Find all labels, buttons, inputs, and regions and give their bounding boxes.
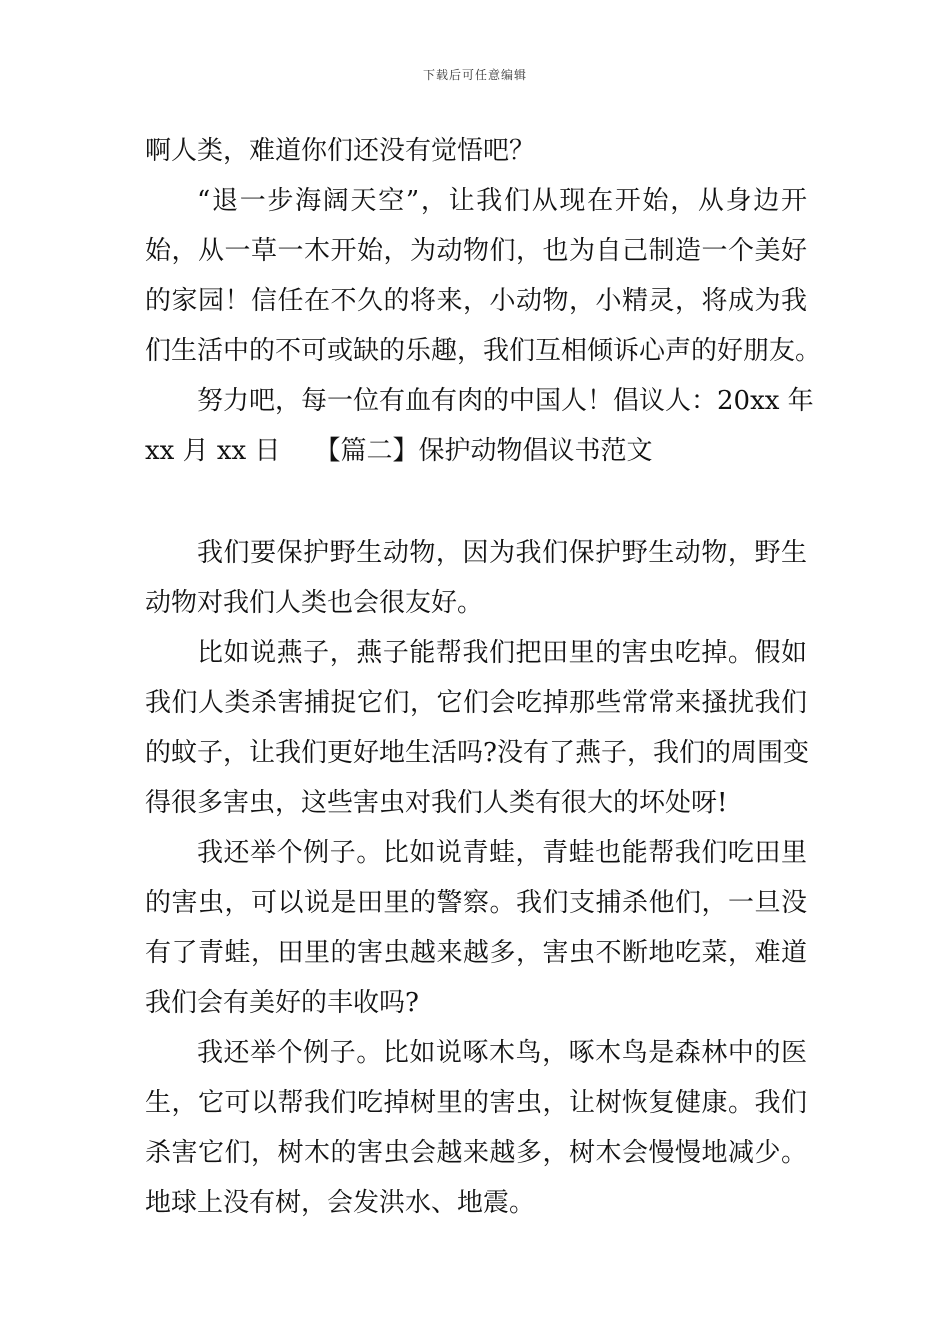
text-line: 们生活中的不可或缺的乐趣，我们互相倾诉心声的好朋友。: [145, 336, 822, 366]
blank-line: [145, 476, 807, 528]
document-body: [145, 126, 822, 1228]
text-line: 我们人类杀害捕捉它们，它们会吃掉那些常常来搔扰我们: [145, 688, 807, 718]
text-line: 我还举个例子。比如说啄木鸟，啄木鸟是森林中的医: [197, 1038, 807, 1068]
header-note: 下载后可任意编辑: [422, 68, 527, 82]
signature-date: xx 月 xx 日: [145, 436, 281, 466]
text-line: “退一步海阔天空”，让我们从现在开始，从身边开: [197, 186, 807, 216]
text-line: 的蚊子，让我们更好地生活吗?没有了燕子，我们的周围变: [145, 738, 809, 768]
text-line: 我们要保护野生动物，因为我们保护野生动物，野生: [197, 538, 807, 568]
text-line: 我们会有美好的丰收吗?: [145, 988, 419, 1018]
text-line: 比如说燕子，燕子能帮我们把田里的害虫吃掉。假如: [197, 638, 807, 668]
text-line: 我还举个例子。比如说青蛙，青蛙也能帮我们吃田里: [197, 838, 807, 868]
text-line: 有了青蛙，田里的害虫越来越多，害虫不断地吃菜，难道: [145, 938, 807, 968]
text-line: 动物对我们人类也会很友好。: [145, 588, 484, 618]
text-line: 啊人类，难道你们还没有觉悟吧？: [145, 136, 536, 166]
text-line: 生，它可以帮我们吃掉树里的害虫，让树恢复健康。我们: [145, 1088, 807, 1118]
text-line: 的害虫，可以说是田里的警察。我们支捕杀他们，一旦没: [145, 888, 807, 918]
text-line: 得很多害虫，这些害虫对我们人类有很大的坏处呀!: [145, 788, 728, 818]
section-title: 【篇二】保护动物倡议书范文: [314, 436, 653, 466]
text-line: 的家园！信任在不久的将来，小动物，小精灵，将成为我: [145, 286, 807, 316]
date-line: [145, 426, 807, 476]
text-line: 杀害它们，树木的害虫会越来越多，树木会慢慢地减少。: [145, 1138, 807, 1168]
text-line: 努力吧，每一位有血有肉的中国人！倡议人：20xx 年: [197, 386, 814, 416]
text-line: 地球上没有树，会发洪水、地震。: [145, 1188, 536, 1218]
text-line: 始，从一草一木开始，为动物们，也为自己制造一个美好: [145, 236, 807, 266]
